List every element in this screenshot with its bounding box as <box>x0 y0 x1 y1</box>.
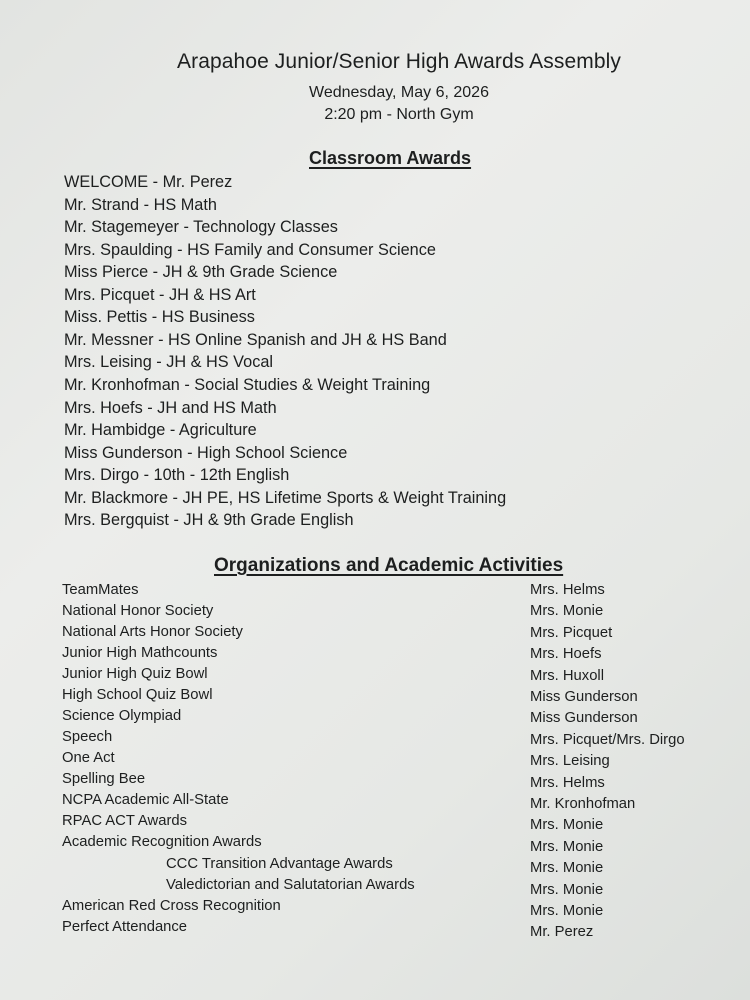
activity-name: CCC Transition Advantage Awards <box>166 856 393 872</box>
activity-advisor: Mrs. Helms <box>530 582 605 598</box>
classroom-award-item: Miss. Pettis - HS Business <box>64 308 255 327</box>
activity-advisor: Mr. Perez <box>530 924 594 941</box>
activity-name: Junior High Quiz Bowl <box>62 666 208 682</box>
classroom-award-item: Mr. Messner - HS Online Spanish and JH & HS Band <box>64 330 447 349</box>
activity-name: Valedictorian and Salutatorian Awards <box>166 877 415 893</box>
activity-advisor: Mrs. Monie <box>530 881 604 898</box>
activity-advisor: Mrs. Hoefs <box>530 646 602 663</box>
activity-name: One Act <box>62 750 115 766</box>
activity-advisor: Mrs. Monie <box>530 860 604 877</box>
classroom-award-item: Mr. Kronhofman - Social Studies & Weight Training <box>64 375 431 394</box>
event-date: Wednesday, May 6, 2026 <box>309 84 489 101</box>
activity-advisor: Mrs. Monie <box>530 903 604 919</box>
activity-advisor: Mrs. Monie <box>530 603 604 620</box>
activity-name: Spelling Bee <box>62 771 146 787</box>
classroom-award-item: Mrs. Bergquist - JH & 9th Grade English <box>64 511 354 530</box>
activity-name: Perfect Attendance <box>62 919 188 935</box>
classroom-award-item: Miss Gunderson - High School Science <box>64 443 348 462</box>
classroom-award-item: Mr. Strand - HS Math <box>64 195 217 214</box>
activity-name: National Arts Honor Society <box>62 624 243 640</box>
classroom-awards-heading: Classroom Awards <box>309 148 472 168</box>
activity-name: National Honor Society <box>62 603 214 619</box>
classroom-award-item: Mrs. Spaulding - HS Family and Consumer Science <box>64 240 436 259</box>
classroom-award-item: Mrs. Dirgo - 10th - 12th English <box>64 466 290 485</box>
classroom-award-item: Mrs. Hoefs - JH and HS Math <box>64 398 277 417</box>
activity-advisor: Mrs. Helms <box>530 774 605 791</box>
classroom-award-item: Mrs. Leising - JH & HS Vocal <box>64 353 274 372</box>
event-time-location: 2:20 pm - North Gym <box>324 106 474 123</box>
classroom-award-item: WELCOME - Mr. Perez <box>64 173 233 191</box>
activity-advisor: Mrs. Picquet/Mrs. Dirgo <box>530 731 685 748</box>
classroom-award-item: Mr. Blackmore - JH PE, HS Lifetime Sports & Weight Training <box>64 488 507 507</box>
activity-advisor: Mrs. Huxoll <box>530 667 604 684</box>
activity-name: High School Quiz Bowl <box>62 687 213 703</box>
activity-advisor: Miss Gunderson <box>530 689 638 705</box>
classroom-award-item: Mrs. Picquet - JH & HS Art <box>64 285 256 304</box>
activity-advisor: Mrs. Monie <box>530 817 604 834</box>
activity-name: Speech <box>62 729 113 745</box>
organizations-heading: Organizations and Academic Activities <box>214 555 564 576</box>
activity-advisor: Mrs. Monie <box>530 838 604 855</box>
activity-name: TeamMates <box>62 582 139 598</box>
activity-advisor: Mrs. Leising <box>530 753 610 770</box>
activity-name: NCPA Academic All-State <box>62 792 229 808</box>
activity-name: American Red Cross Recognition <box>62 898 281 914</box>
activity-advisor: Mrs. Picquet <box>530 624 613 641</box>
activity-advisor: Mr. Kronhofman <box>530 796 636 812</box>
activity-name: Academic Recognition Awards <box>62 834 262 850</box>
activity-advisor: Miss Gunderson <box>530 710 638 727</box>
classroom-award-item: Miss Pierce - JH & 9th Grade Science <box>64 263 338 282</box>
activity-name: RPAC ACT Awards <box>62 813 187 829</box>
classroom-award-item: Mr. Stagemeyer - Technology Classes <box>64 218 338 237</box>
activity-name: Science Olympiad <box>62 708 182 724</box>
activity-name: Junior High Mathcounts <box>62 645 218 661</box>
classroom-award-item: Mr. Hambidge - Agriculture <box>64 421 257 440</box>
document-title: Arapahoe Junior/Senior High Awards Assembly <box>177 50 621 73</box>
